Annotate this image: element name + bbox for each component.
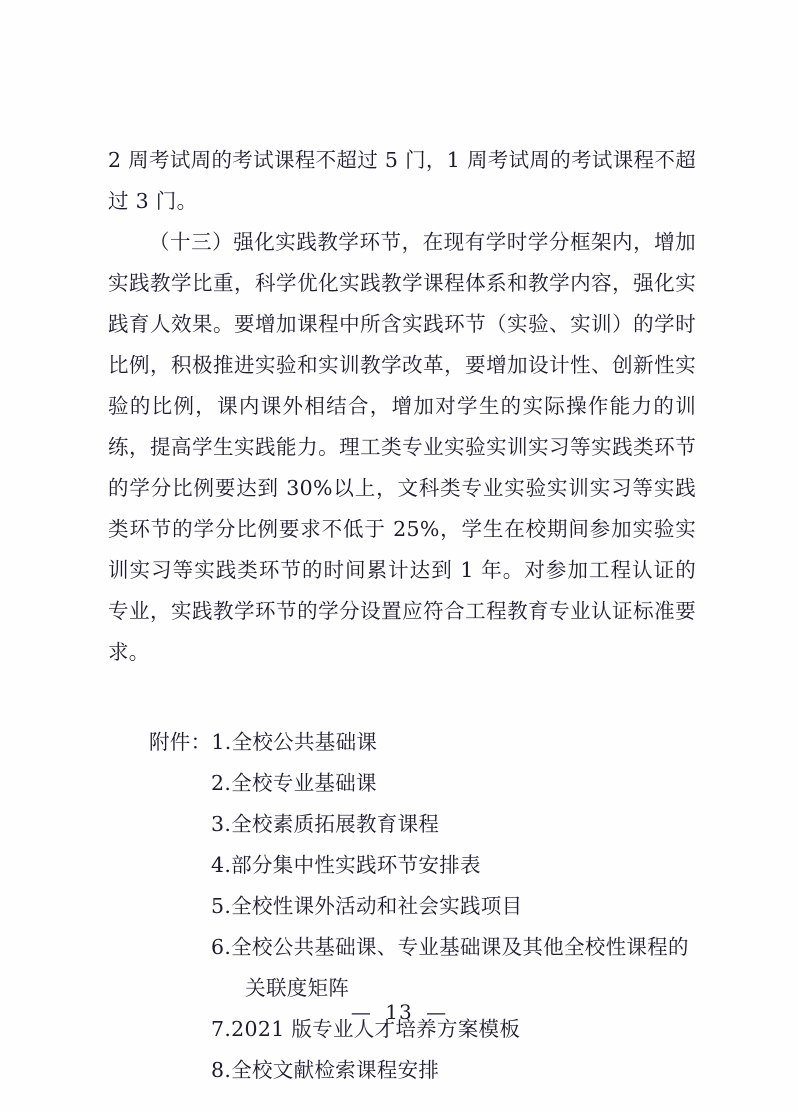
attachment-title: 全校专业基础课 xyxy=(231,771,377,795)
footer-dash-right: — xyxy=(426,1000,448,1024)
attachment-number: 4. xyxy=(211,853,232,877)
list-item xyxy=(108,886,696,927)
attachment-title-line1: 全校公共基础课、专业基础课及其他全校性课程的 xyxy=(231,935,689,959)
attachment-number: 5. xyxy=(211,894,232,918)
attachment-number: 1. xyxy=(211,730,232,754)
paragraph-exam-weeks: 2 周考试周的考试课程不超过 5 门，1 周考试周的考试课程不超过 3 门。 xyxy=(108,148,696,213)
attachment-number: 3. xyxy=(211,812,232,836)
list-item xyxy=(108,1050,696,1091)
attachment-title: 全校素质拓展教育课程 xyxy=(231,812,440,836)
attachment-number: 8. xyxy=(211,1058,232,1082)
paragraph-practice-teaching: （十三）强化实践教学环节，在现有学时学分框架内，增加实践教学比重，科学优化实践教学课程体系和教学内容，强化实践育人效果。要增加课程中所含实践环节（实验、实训）的学时比例，积极推进实验和实训教学改革，要增加设计性、创新性实验的比例，课内课外相结合，增加对学生的实际操作能力的训练，提高学生实践能力。理工类专业实验实训实习等实践类环节的学分比例要达到 30%以上，文科类专业实验实训实习等实践类环节的学分比例要求不低于 25%，学生在校期间参加实验实训实习等实践类环节的时间累计达到 1 年。对参加工程认证的专业，实践教学环节的学分设置应符合工程教育专业认证标准要求。 xyxy=(108,230,696,664)
list-item xyxy=(108,845,696,886)
attachment-title: 部分集中性实践环节安排表 xyxy=(231,853,481,877)
attachment-title-line2: 关联度矩阵 xyxy=(245,976,350,1000)
attachment-number: 6. xyxy=(211,935,232,959)
attachment-title: 2021 版专业人才培养方案模板 xyxy=(231,1017,521,1041)
list-item xyxy=(108,927,696,1009)
attachment-title: 全校文献检索课程安排 xyxy=(231,1058,440,1082)
attachment-number: 7. xyxy=(211,1017,232,1041)
page-number: 13 xyxy=(385,1000,413,1024)
attachment-title: 全校性课外活动和社会实践项目 xyxy=(231,894,523,918)
attachment-title: 全校公共基础课 xyxy=(231,730,378,754)
attachment-label: 附件： xyxy=(149,730,212,754)
list-item xyxy=(108,763,696,804)
document-body xyxy=(108,140,696,1091)
attachment-list xyxy=(108,722,696,1091)
list-item xyxy=(108,804,696,845)
attachment-number: 2. xyxy=(211,771,232,795)
page-footer xyxy=(0,1000,798,1024)
paragraph-spacer xyxy=(108,673,696,714)
attachment-title xyxy=(231,927,696,1009)
footer-dash-left: — xyxy=(350,1000,372,1024)
list-item xyxy=(108,722,696,763)
